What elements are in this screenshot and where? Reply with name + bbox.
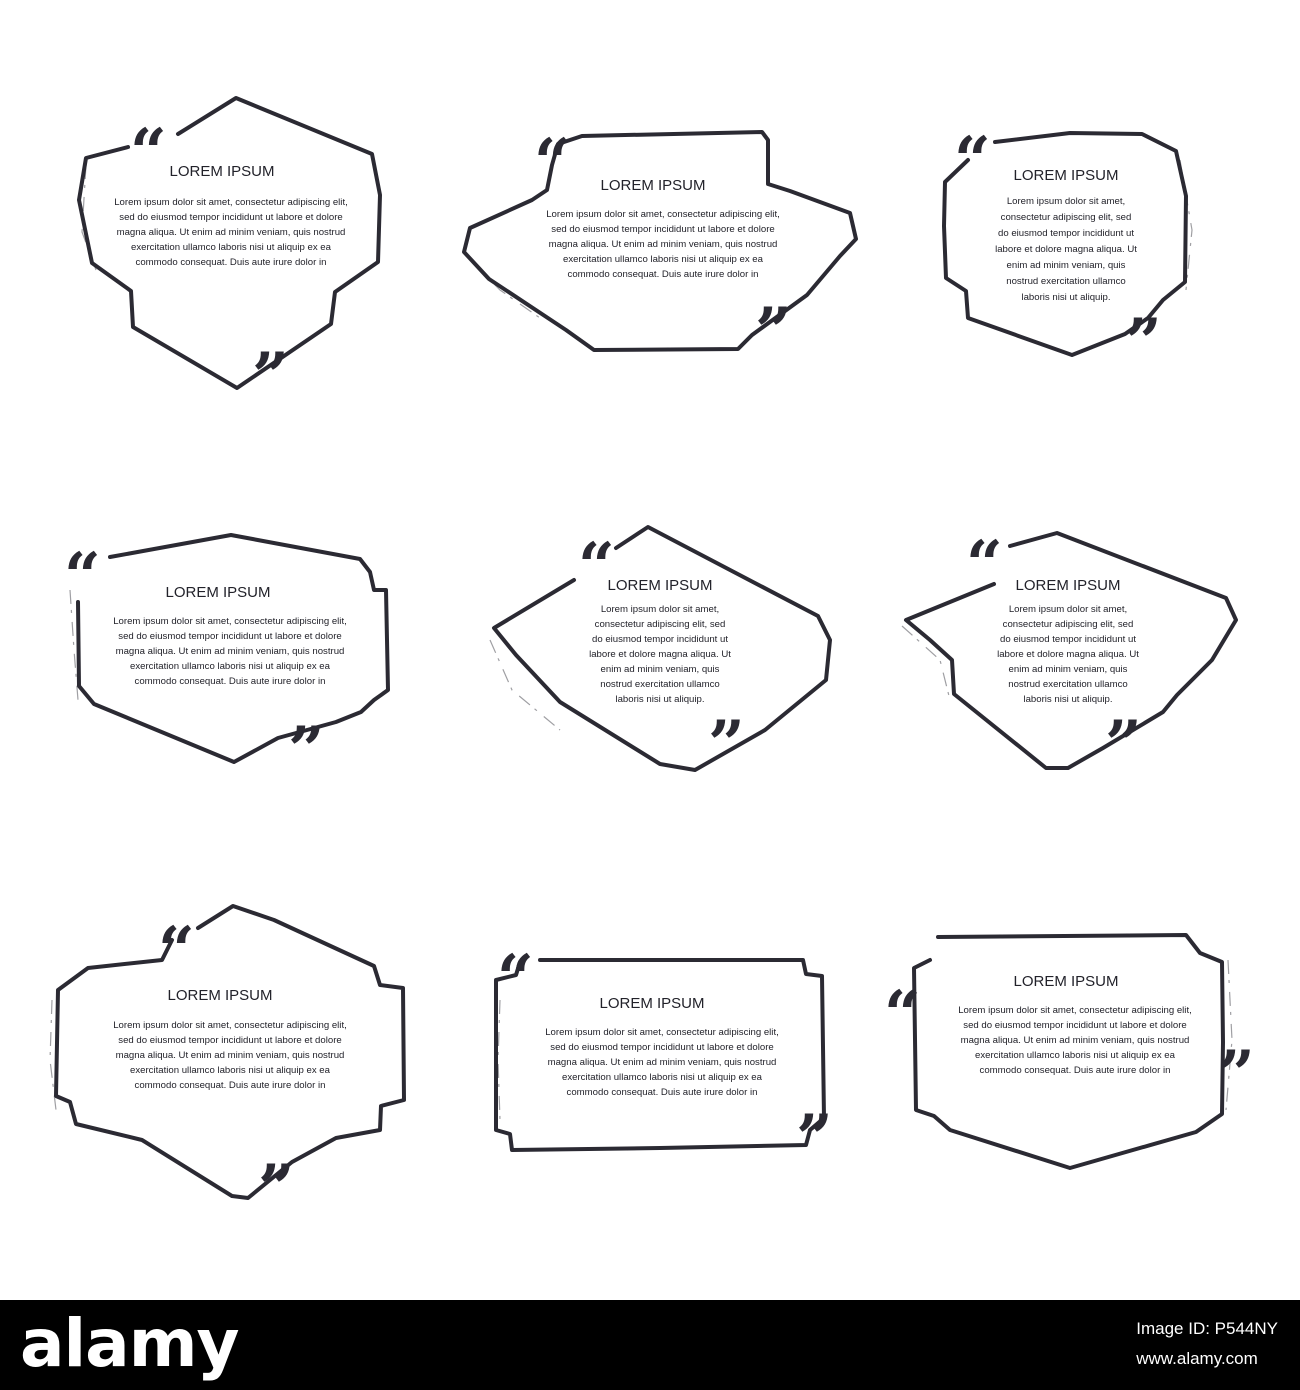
card-text-line: consectetur adipiscing elit, sed (594, 619, 726, 630)
open-quote-icon: “ (497, 941, 534, 1016)
open-quote-icon: “ (64, 539, 101, 614)
card-text-line: Lorem ipsum dolor sit amet, consectetur adipiscing elit, (958, 1005, 1192, 1016)
quote-card-1 (79, 98, 380, 414)
card-text-line: commodo consequat. Duis aute irure dolor in (979, 1065, 1171, 1076)
card-title: LOREM IPSUM (1013, 167, 1119, 184)
quote-card-8 (496, 941, 833, 1176)
card-text-line: magna aliqua. Ut enim ad minim veniam, quis nostrud (115, 646, 345, 657)
card-text-line: Lorem ipsum dolor sit amet, consectetur adipiscing elit, (113, 1020, 347, 1031)
card-text-line: Lorem ipsum dolor sit amet, (600, 604, 720, 615)
card-text-line: consectetur adipiscing elit, sed (1000, 212, 1132, 223)
card-text-line: magna aliqua. Ut enim ad minim veniam, quis nostrud (116, 227, 346, 238)
card-text-line: consectetur adipiscing elit, sed (1002, 619, 1134, 630)
card-text-line: Lorem ipsum dolor sit amet, (1006, 196, 1126, 207)
quote-card-9 (884, 935, 1255, 1168)
close-quote-icon: ” (258, 1151, 295, 1226)
site-url: www.alamy.com (1136, 1349, 1258, 1368)
card-text-line: laboris nisi ut aliquip. (1023, 694, 1113, 705)
open-quote-icon: “ (578, 529, 615, 604)
card-text-line: magna aliqua. Ut enim ad minim veniam, quis nostrud (115, 1050, 345, 1061)
open-quote-icon: “ (884, 977, 921, 1052)
card-text-line: commodo consequat. Duis aute irure dolor in (566, 1087, 758, 1098)
card-text-line: sed do eiusmod tempor incididunt ut labore et dolore (118, 1035, 342, 1046)
card-text-line: laboris nisi ut aliquip. (615, 694, 705, 705)
card-title: LOREM IPSUM (599, 995, 705, 1012)
card-text-line: exercitation ullamco laboris nisi ut aliquip ex ea (130, 661, 330, 672)
frame-rough-edge (490, 640, 560, 730)
close-quote-icon: ” (1218, 1037, 1255, 1112)
image-id-label: Image ID: P544NY (1136, 1319, 1278, 1338)
card-text-line: magna aliqua. Ut enim ad minim veniam, quis nostrud (548, 239, 778, 250)
card-text-line: nostrud exercitation ullamco (600, 679, 720, 690)
card-title: LOREM IPSUM (165, 584, 271, 601)
card-title: LOREM IPSUM (169, 163, 275, 180)
card-text-line: Lorem ipsum dolor sit amet, consectetur adipiscing elit, (113, 616, 347, 627)
close-quote-icon: ” (252, 339, 289, 414)
card-text-line: nostrud exercitation ullamco (1006, 276, 1126, 287)
card-title: LOREM IPSUM (600, 177, 706, 194)
close-quote-icon: ” (708, 707, 745, 782)
quote-card-3 (944, 123, 1192, 380)
card-text-line: labore et dolore magna aliqua. Ut (995, 244, 1137, 255)
card-text-line: exercitation ullamco laboris nisi ut aliquip ex ea (562, 1072, 762, 1083)
card-text-line: exercitation ullamco laboris nisi ut aliquip ex ea (131, 242, 331, 253)
card-text-line: labore et dolore magna aliqua. Ut (589, 649, 731, 660)
frame-rough-edge (498, 1000, 500, 1120)
card-text-line: laboris nisi ut aliquip. (1021, 292, 1111, 303)
alamy-logo: alamy (20, 1305, 239, 1382)
card-text-line: Lorem ipsum dolor sit amet, consectetur adipiscing elit, (114, 197, 348, 208)
card-text-line: magna aliqua. Ut enim ad minim veniam, quis nostrud (960, 1035, 1190, 1046)
card-text-line: do eiusmod tempor incididunt ut (998, 228, 1134, 239)
card-text-line: sed do eiusmod tempor incididunt ut labore et dolore (551, 224, 775, 235)
card-text-line: do eiusmod tempor incididunt ut (1000, 634, 1136, 645)
close-quote-icon: ” (1125, 305, 1162, 380)
open-quote-icon: “ (966, 527, 1003, 602)
card-text-line: enim ad minim veniam, quis (600, 664, 720, 675)
card-text-line: exercitation ullamco laboris nisi ut aliquip ex ea (130, 1065, 330, 1076)
card-text-line: Lorem ipsum dolor sit amet, consectetur adipiscing elit, (546, 209, 780, 220)
quote-card-7 (50, 906, 404, 1226)
card-title: LOREM IPSUM (167, 987, 273, 1004)
card-text-line: exercitation ullamco laboris nisi ut aliquip ex ea (563, 254, 763, 265)
card-text-line: sed do eiusmod tempor incididunt ut labore et dolore (118, 631, 342, 642)
footer-info (1136, 1314, 1278, 1374)
card-text-line: labore et dolore magna aliqua. Ut (997, 649, 1139, 660)
quote-card-2 (464, 125, 856, 369)
open-quote-icon: “ (130, 115, 167, 190)
close-quote-icon: ” (755, 294, 792, 369)
card-title: LOREM IPSUM (607, 577, 713, 594)
quote-card-6 (902, 527, 1236, 782)
open-quote-icon: “ (954, 123, 991, 198)
card-text-line: magna aliqua. Ut enim ad minim veniam, quis nostrud (547, 1057, 777, 1068)
card-title: LOREM IPSUM (1015, 577, 1121, 594)
quote-card-5 (490, 527, 830, 782)
watermark-footer (0, 1300, 1300, 1390)
card-text-line: do eiusmod tempor incididunt ut (592, 634, 728, 645)
close-quote-icon: ” (796, 1101, 833, 1176)
card-text-line: exercitation ullamco laboris nisi ut aliquip ex ea (975, 1050, 1175, 1061)
frame-outline (496, 960, 824, 1150)
card-text-line: commodo consequat. Duis aute irure dolor in (134, 1080, 326, 1091)
card-text-line: Lorem ipsum dolor sit amet, (1008, 604, 1128, 615)
card-text-line: Lorem ipsum dolor sit amet, consectetur adipiscing elit, (545, 1027, 779, 1038)
card-text-line: commodo consequat. Duis aute irure dolor in (567, 269, 759, 280)
card-title: LOREM IPSUM (1013, 973, 1119, 990)
card-text-line: enim ad minim veniam, quis (1006, 260, 1126, 271)
quote-card-4 (64, 535, 388, 788)
card-text-line: sed do eiusmod tempor incididunt ut labore et dolore (550, 1042, 774, 1053)
close-quote-icon: ” (288, 713, 325, 788)
card-text-line: enim ad minim veniam, quis (1008, 664, 1128, 675)
close-quote-icon: ” (1105, 707, 1142, 782)
card-text-line: commodo consequat. Duis aute irure dolor in (134, 676, 326, 687)
card-text-line: sed do eiusmod tempor incididunt ut labore et dolore (119, 212, 343, 223)
card-text-line: commodo consequat. Duis aute irure dolor in (135, 257, 327, 268)
card-text-line: nostrud exercitation ullamco (1008, 679, 1128, 690)
open-quote-icon: “ (158, 913, 195, 988)
card-text-line: sed do eiusmod tempor incididunt ut labore et dolore (963, 1020, 1187, 1031)
open-quote-icon: “ (534, 125, 571, 200)
